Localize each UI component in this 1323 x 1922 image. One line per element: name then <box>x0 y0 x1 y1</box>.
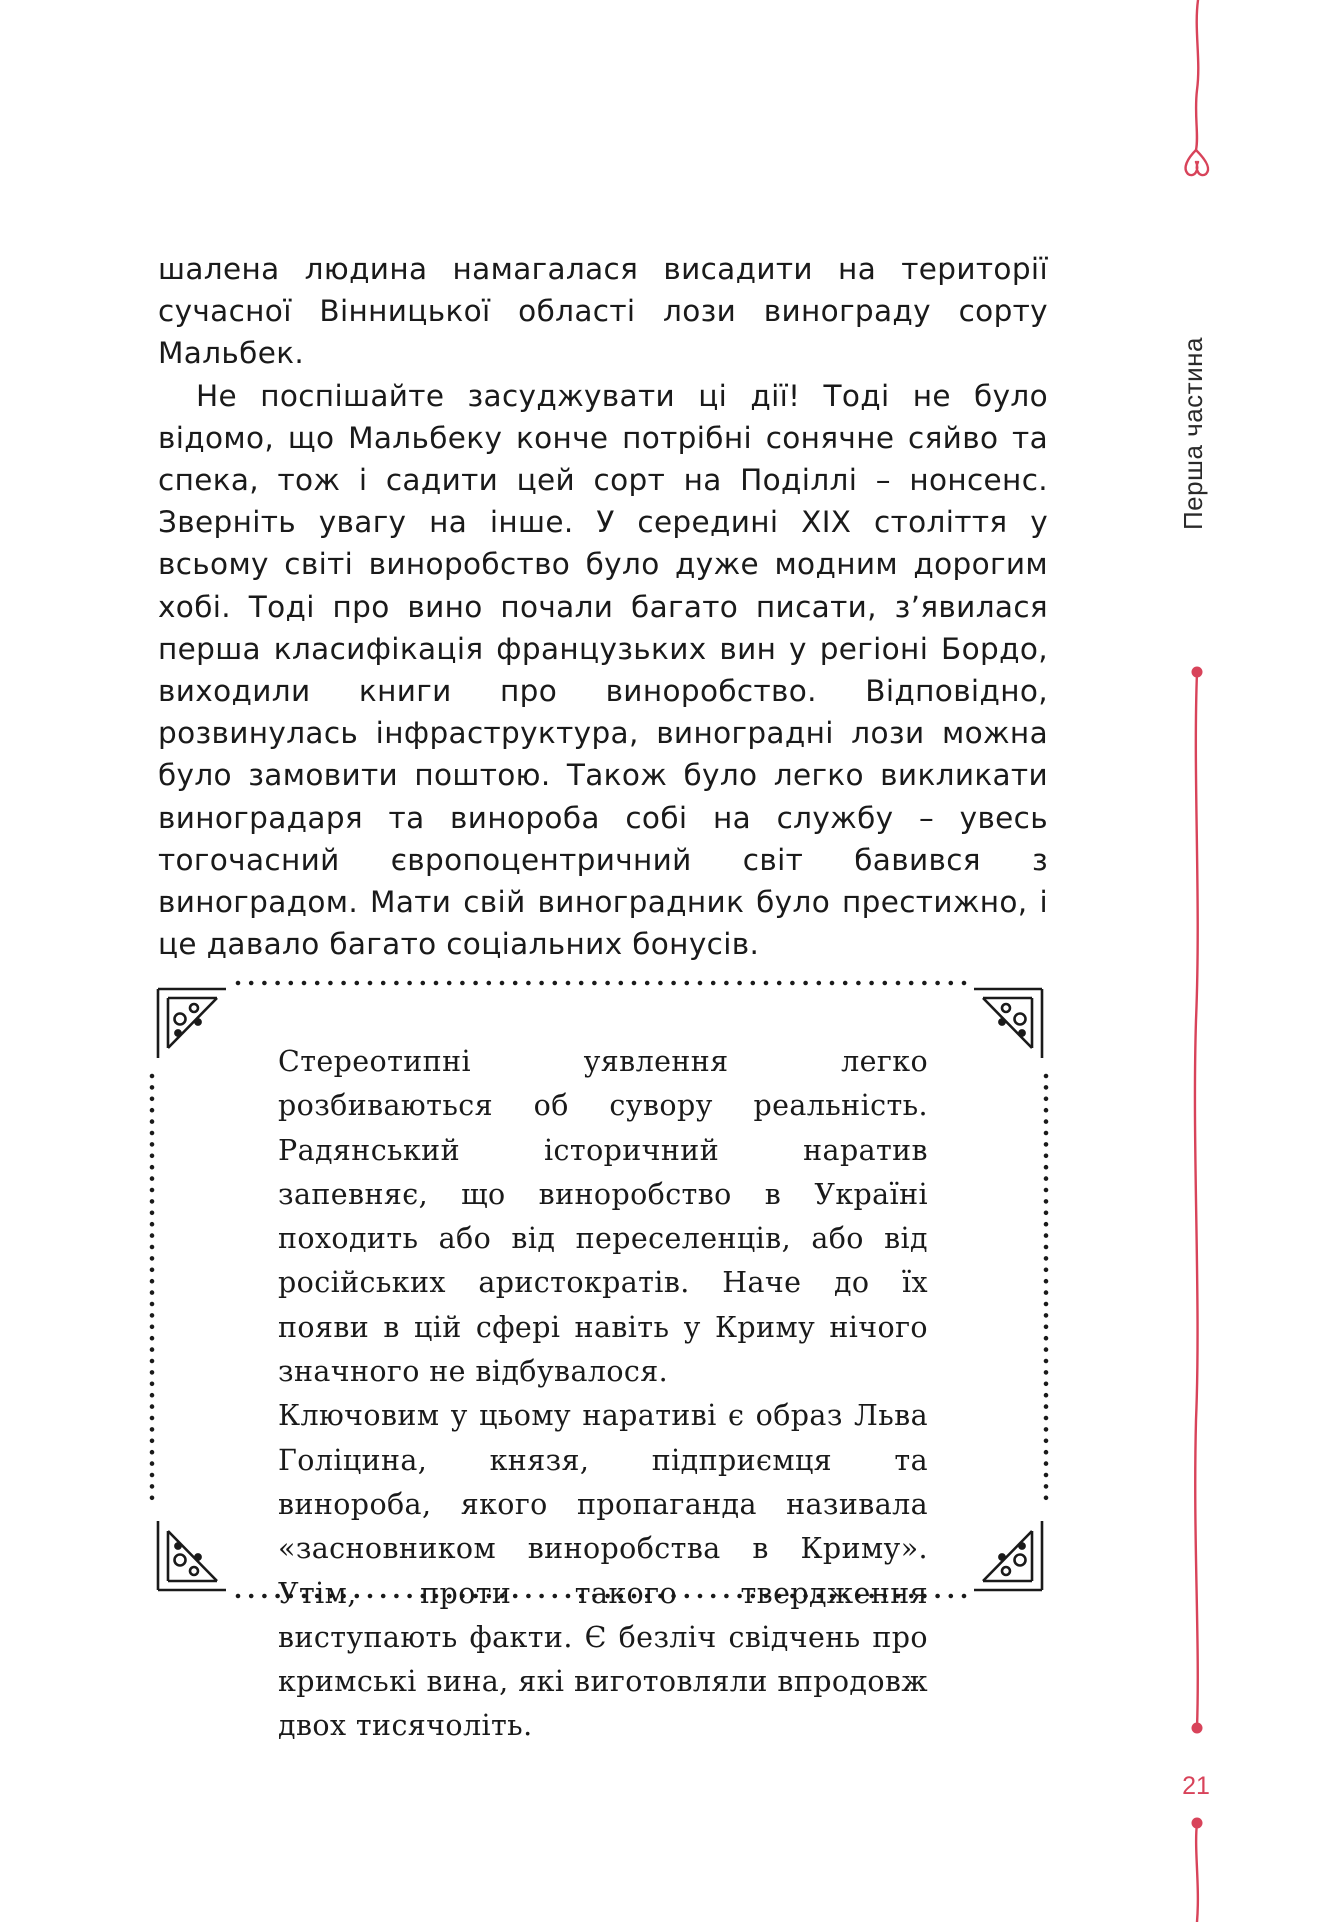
margin-curl-icon <box>1186 150 1209 175</box>
margin-rule-top <box>1196 0 1198 150</box>
margin-dot-bottom <box>1192 1818 1203 1829</box>
margin-dot-top <box>1192 667 1203 678</box>
page-number: 21 <box>1182 1772 1210 1800</box>
body-paragraph-1: шалена людина намагалася висадити на території сучасної Вінницької області лози винограду сорту Мальбек. <box>158 252 1048 371</box>
corner-ornament-top-left <box>158 989 226 1058</box>
margin-dot-middle <box>1192 1723 1203 1734</box>
margin-rule-middle <box>1195 672 1198 1728</box>
boxed-note <box>278 1040 928 1749</box>
margin-rule-bottom <box>1196 1823 1198 1922</box>
section-label-text: Перша частина <box>1178 337 1208 530</box>
margin-rule <box>1186 0 1209 1922</box>
corner-ornament-bottom-left <box>158 1521 226 1590</box>
body-paragraph-2: Не поспішайте засуджувати ці дії! Тоді не було відомо, що Мальбеку конче потрібні сонячне сяйво та спека, тож і садити цей сорт на Поділлі – нонсенс. Зверніть увагу на інше. У середині XIX століття у всьому світі виноробство було дуже модним дорогим хобі. Тоді про вино почали багато писати, з’явилася перша класифікація французьких вин у регіоні Бордо, виходили книги про виноробство. Відповідно, розвинулась інфраструктура, виноградні лози можна було замовити поштою. Також було легко викликати виноградаря та винороба собі на службу – увесь тогочасний європоцентричний світ бавився з виноградом. Мати свій виноградник було престижно, і це давало багато соціальних бонусів. <box>158 378 1048 962</box>
boxed-paragraph-2: Ключовим у цьому наративі є образ Льва Голіцина, князя, підприємця та винороба, якого пропаганда називала «засновником виноробства в Криму». Утім, проти такого твердження виступають факти. Є безліч свідчень про кримські вина, які виготовляли впродовж двох тисячоліть. <box>278 1399 928 1743</box>
corner-ornament-bottom-right <box>974 1521 1042 1590</box>
boxed-paragraph-1: Стереотипні уявлення легко розбиваються об сувору реальність. Радянський історичний наратив запевняє, що виноробство в Україні походить або від переселенців, або від російських аристократів. Наче до їх появи в цій сфері навіть у Криму нічого значного не відбувалося. <box>278 1045 928 1389</box>
corner-ornament-top-right <box>974 989 1042 1058</box>
